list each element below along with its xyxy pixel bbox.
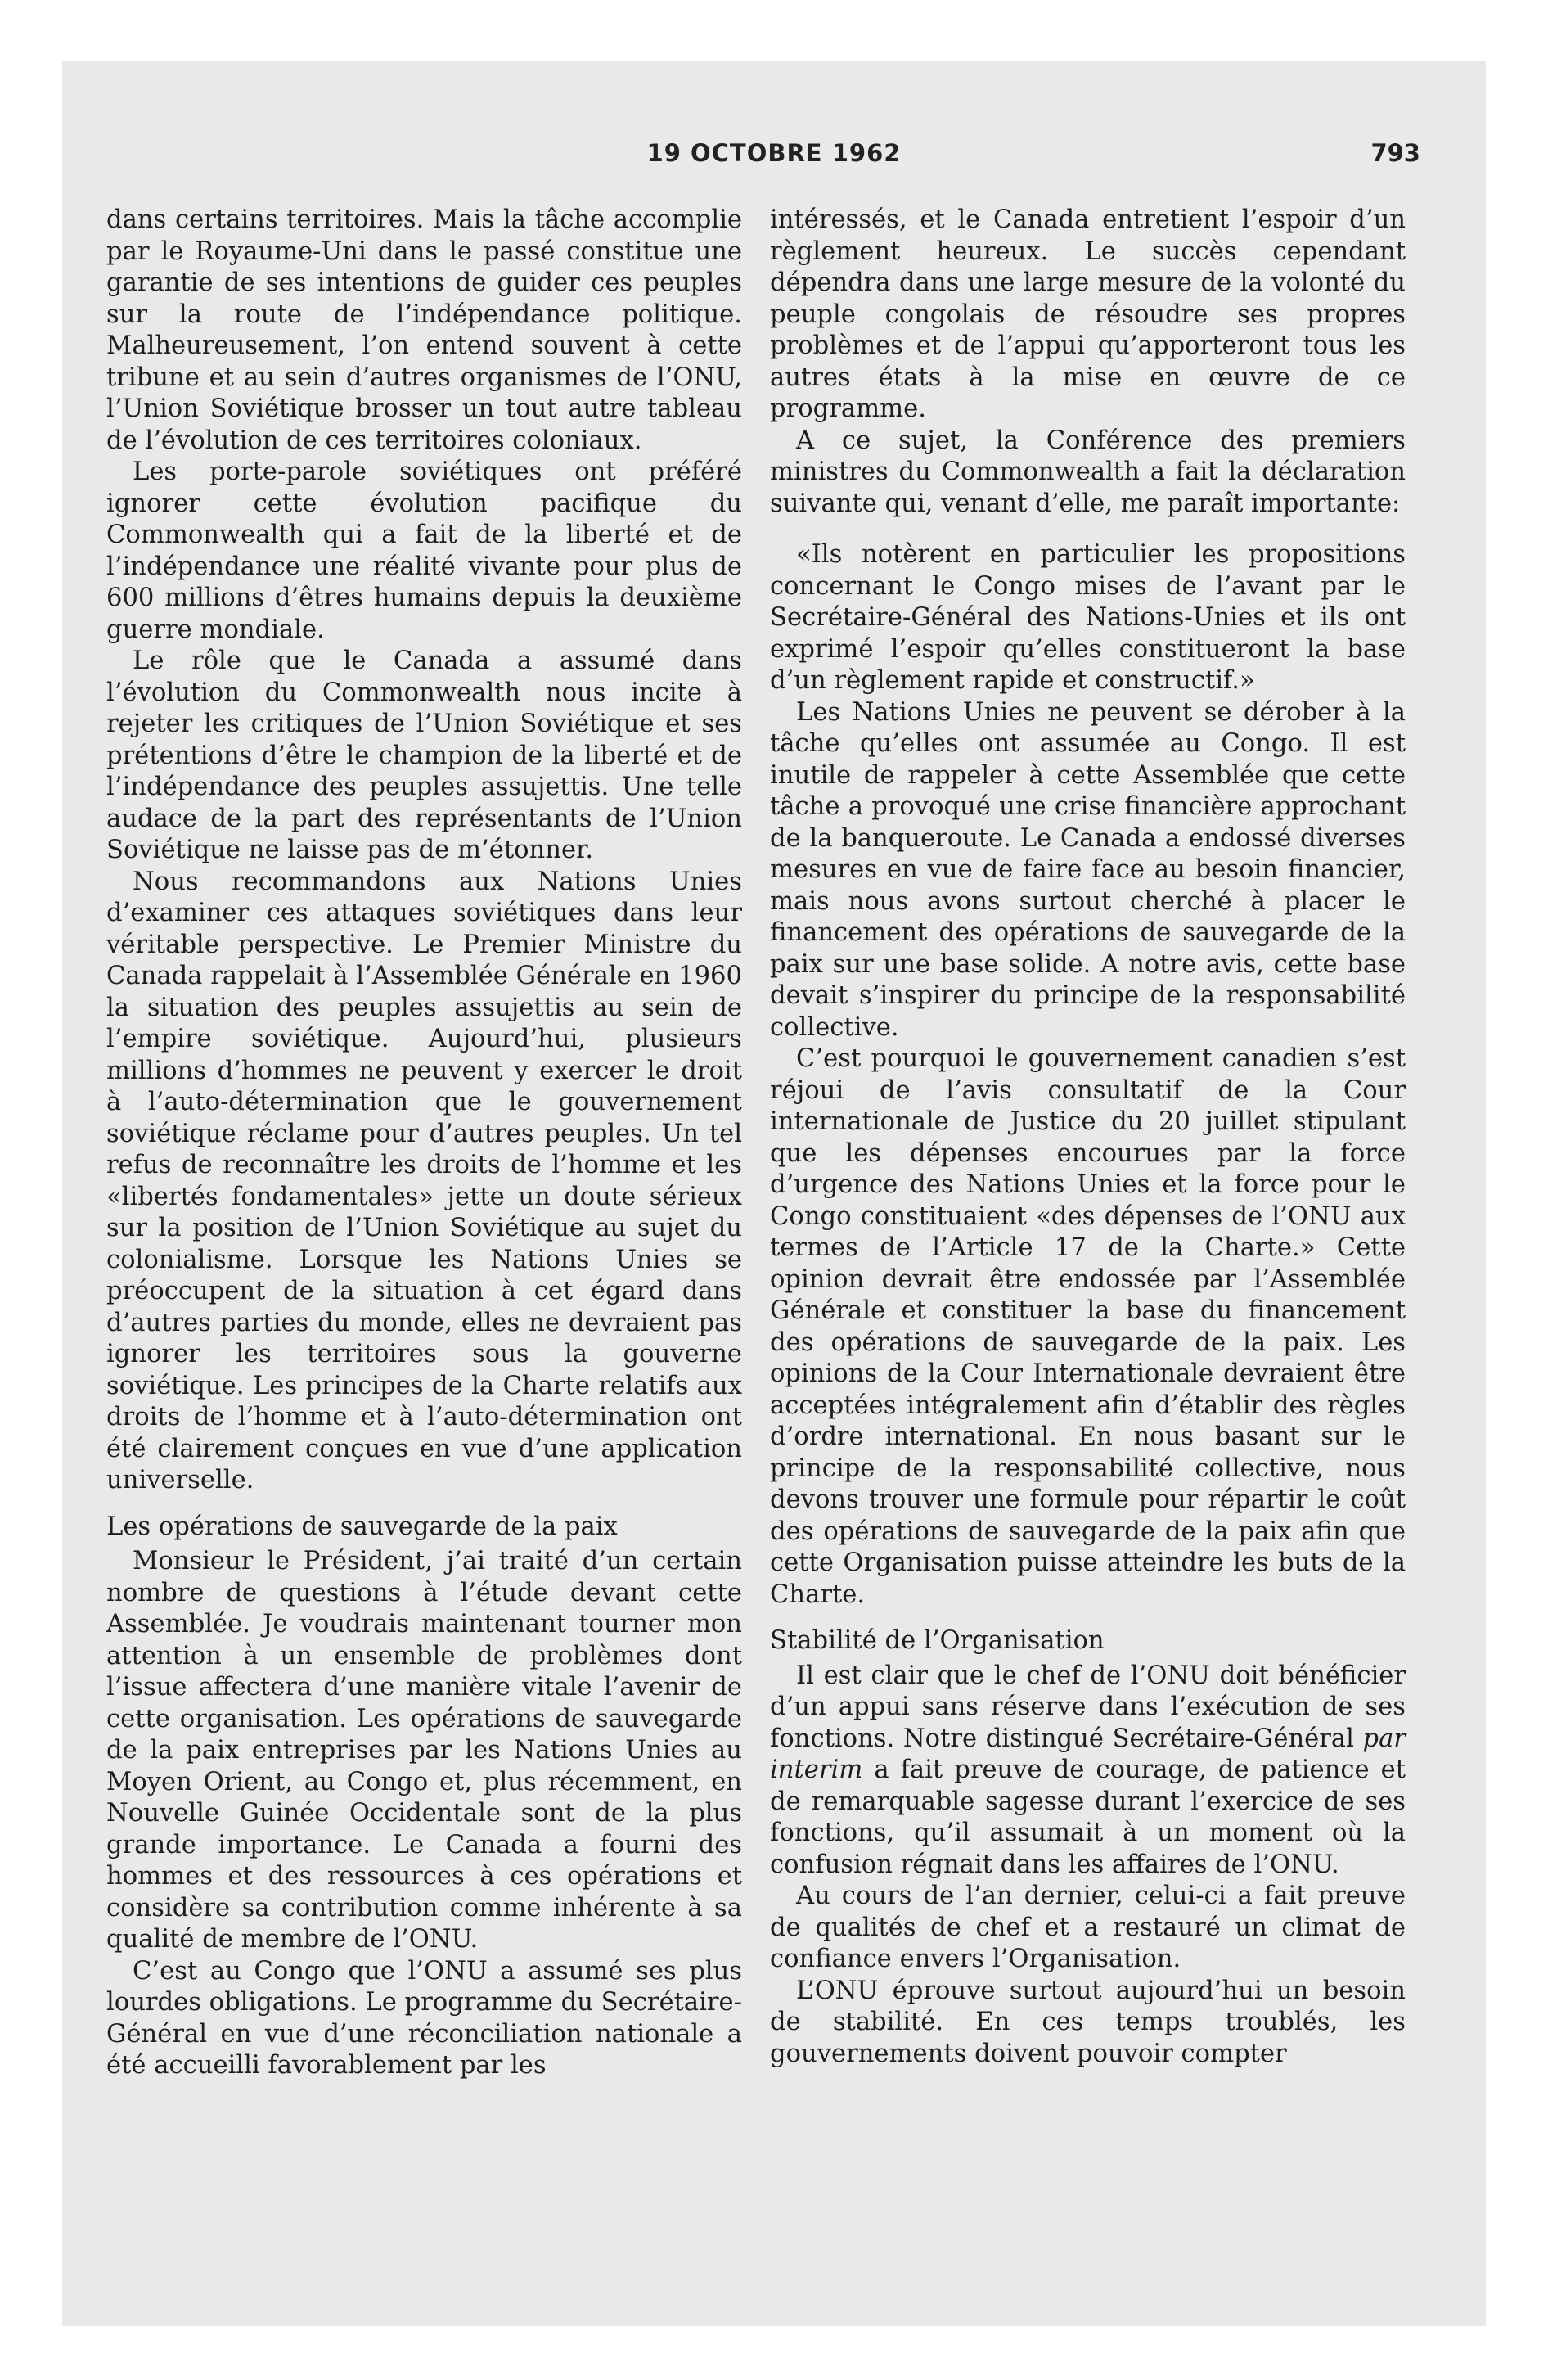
paragraph-text: Il est clair que le chef de l’ONU doit bénéficier d’un appui sans réserve dans l’exécution de ses fonctions. Notre distingué Secrétaire-Général [770, 1661, 1406, 1753]
paragraph: Au cours de l’an dernier, celui-ci a fait preuve de qualités de chef et a restauré un climat de confiance envers l’Organisation. [770, 1882, 1406, 1973]
paragraph: dans certains territoires. Mais la tâche accomplie par le Royaume-Uni dans le passé constitue une garantie de ses intentions de guider ces peuples sur la route de l’indépendance politique. Malheureusement, l’on entend souvent à cette tribune et au sein d’autres organismes de l’ONU, l’Union Soviétique brosser un tout autre tableau de l’évolution de ces territoires coloniaux. [106, 205, 742, 455]
running-header [62, 139, 1486, 188]
paragraph: L’ONU éprouve surtout aujourd’hui un besoin de stabilité. En ces temps troublés, les gouvernements doivent pouvoir compter [770, 1976, 1406, 2068]
paragraph: Nous recommandons aux Nations Unies d’examiner ces attaques soviétiques dans leur véritable perspective. Le Premier Ministre du Canada rappelait à l’Assemblée Générale en 1960 la situation des peuples assujettis au sein de l’empire soviétique. Aujourd’hui, plusieurs millions d’hommes ne peuvent y exercer le droit à l’auto-détermination que le gouvernement soviétique réclame pour d’autres peuples. Un tel refus de reconnaître les droits de l’homme et les «libertés fondamentales» jette un doute sérieux sur la position de l’Union Soviétique au sujet du colonialisme. Lorsque les Nations Unies se préoccupent de la situation à cet égard dans d’autres parties du monde, elles ne devraient pas ignorer les territoires sous la gouverne soviétique. Les principes de la Charte relatifs aux droits de l’homme et à l’auto-détermination ont été clairement conçues en vue d’une application universelle. [106, 867, 742, 1494]
paragraph: C’est au Congo que l’ONU a assumé ses plus lourdes obligations. Le programme du Secrétaire-Général en vue d’une réconciliation nationale a été accueilli favorablement par les [106, 1956, 742, 2080]
italic-term: par interim [770, 1724, 1406, 1784]
left-column [106, 205, 742, 2082]
paragraph: C’est pourquoi le gouvernement canadien s’est réjoui de l’avis consultatif de la Cour internationale de Justice du 20 juillet stipulant que les dépenses encourues par la force d’urgence des Nations Unies et la force pour le Congo constituaient «des dépenses de l’ONU aux termes de l’Article 17 de la Charte.» Cette opinion devrait être endossée par l’Assemblée Générale et constituer la base du financement des opérations de sauvegarde de la paix. Les opinions de la Cour Internationale devraient être acceptées intégralement afin d’établir des règles d’ordre international. En nous basant sur le principe de la responsabilité collective, nous devons trouver une formule pour répartir le coût des opérations de sauvegarde de la paix afin que cette Organisation puisse atteindre les buts de la Charte. [770, 1044, 1406, 1609]
right-column [770, 205, 1406, 2070]
section-heading: Stabilité de l’Organisation [770, 1626, 1105, 1655]
paragraph: Les Nations Unies ne peuvent se dérober à la tâche qu’elles ont assumée au Congo. Il est inutile de rappeler à cette Assemblée que cette tâche a provoqué une crise financière approchant de la banqueroute. Le Canada a endossé diverses mesures en vue de faire face au besoin financier, mais nous avons surtout cherché à placer le financement des opérations de sauvegarde de la paix sur une base solide. A notre avis, cette base devait s’inspirer du principe de la responsabilité collective. [770, 697, 1406, 1042]
paragraph: intéressés, et le Canada entretient l’espoir d’un règlement heureux. Le succès cependant dépendra dans une large mesure de la volonté du peuple congolais de résoudre ses propres problèmes et de l’appui qu’apporteront tous les autres états à la mise en œuvre de ce programme. [770, 205, 1406, 423]
scanned-page [62, 61, 1486, 2326]
block-quote: «Ils notèrent en particulier les propositions concernant le Congo mises de l’avant par le Secrétaire-Général des Nations-Unies et ils ont exprimé l’espoir qu’elles constitueront la base d’un règlement rapide et constructif.» [770, 540, 1406, 695]
paragraph-text: a fait preuve de courage, de patience et de remarquable sagesse durant l’exercice de ses fonctions, qu’il assumait à un moment où la confusion régnait dans les affaires de l’ONU. [770, 1756, 1406, 1879]
page-number: 793 [1370, 139, 1420, 167]
header-date: 19 OCTOBRE 1962 [646, 139, 902, 167]
paragraph: A ce sujet, la Conférence des premiers ministres du Commonwealth a fait la déclaration suivante qui, venant d’elle, me paraît importante: [770, 426, 1406, 518]
paragraph: Monsieur le Président, j’ai traité d’un certain nombre de questions à l’étude devant cette Assemblée. Je voudrais maintenant tourner mon attention à un ensemble de problèmes dont l’issue affectera d’une manière vitale l’avenir de cette organisation. Les opérations de sauvegarde de la paix entreprises par les Nations Unies au Moyen Orient, au Congo et, plus récemment, en Nouvelle Guinée Occidentale sont de la plus grande importance. Le Canada a fourni des hommes et des ressources à ces opérations et considère sa contribution comme inhérente à sa qualité de membre de l’ONU. [106, 1547, 742, 1954]
paragraph: Les porte-parole soviétiques ont préféré ignorer cette évolution pacifique du Commonwealth qui a fait de la liberté et de l’indépendance une réalité vivante pour plus de 600 millions d’êtres humains depuis la deuxième guerre mondiale. [106, 458, 742, 644]
paragraph [770, 1661, 1406, 1882]
paragraph: Le rôle que le Canada a assumé dans l’évolution du Commonwealth nous incite à rejeter les critiques de l’Union Soviétique et ses prétentions d’être le champion de la liberté et de l’indépendance des peuples assujettis. Une telle audace de la part des représentants de l’Union Soviétique ne laisse pas de m’étonner. [106, 647, 742, 864]
section-heading: Les opérations de sauvegarde de la paix [106, 1512, 618, 1541]
